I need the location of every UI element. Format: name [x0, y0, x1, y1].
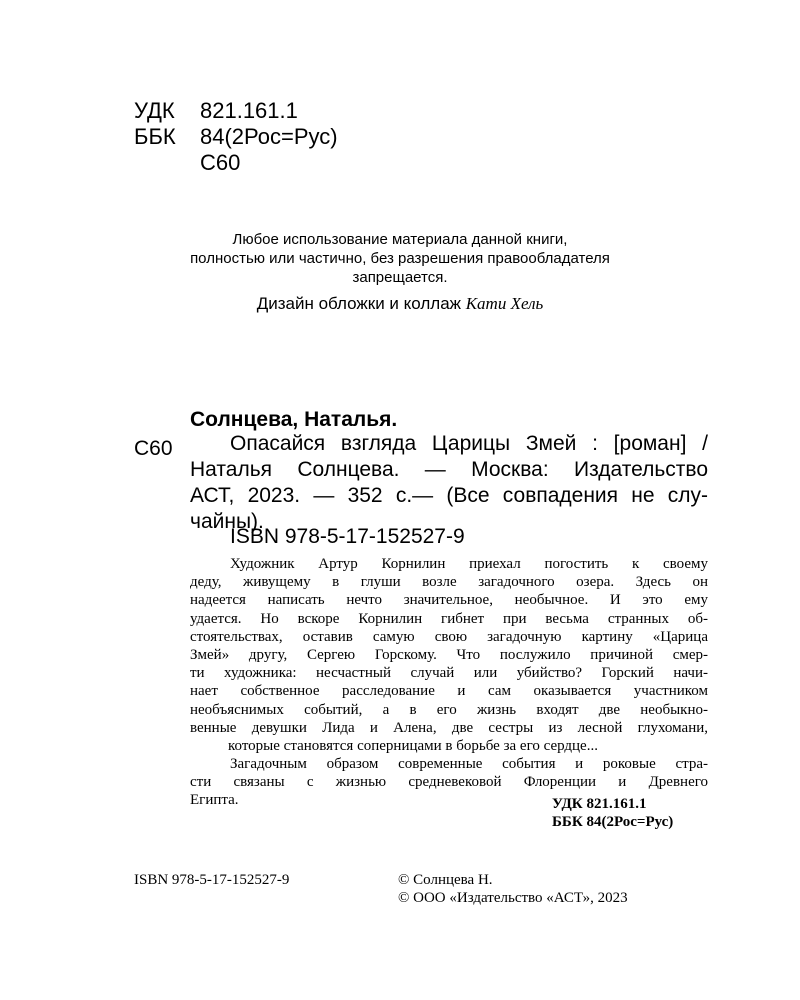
udk-label: УДК: [134, 98, 175, 123]
record-line: чайны).: [190, 510, 264, 533]
footer-isbn: ISBN 978-5-17-152527-9: [134, 872, 290, 888]
bottom-bbk: ББК 84(2Рос=Рус): [552, 814, 674, 830]
annotation-line: необъяснимых событий, а в его жизнь входят две необыкно-: [190, 701, 708, 718]
annotation-line: венные девушки Лида и Алена, две сестры из лесной глухомани,: [190, 719, 708, 736]
bottom-udk: УДК 821.161.1: [552, 796, 647, 812]
bbk-value: 84(2Рос=Рус): [200, 124, 338, 149]
annotation-line: надеется написать нечто значительное, необычное. И это ему: [190, 592, 708, 609]
record-line: Опасайся взгляда Царицы Змей : [роман] /: [230, 432, 708, 455]
cover-design-credit: [150, 294, 650, 314]
record-line: Наталья Солнцева. — Москва: Издательство: [190, 458, 708, 481]
notice-line: Любое использование материала данной книги,: [232, 231, 568, 248]
copyright-notice: [150, 230, 650, 287]
annotation-line: Змей» другу, Сергею Горскому. Что послужило причиной смер-: [190, 646, 708, 663]
annotation-line: Художник Артур Корнилин приехал погостить к своему: [230, 556, 708, 572]
annotation-line: нает собственное расследование и сам оказывается участником: [190, 683, 708, 700]
copyright-author: © Солнцева Н.: [398, 872, 493, 888]
bbk-label: ББК: [134, 124, 176, 149]
annotation-line: Загадочным образом современные события и роковые стра-: [230, 756, 708, 773]
record-author: Солнцева, Наталья.: [190, 408, 398, 431]
annotation-line: удается. Но вскоре Корнилин гибнет при весьма странных об-: [190, 610, 708, 627]
notice-line: полностью или частично, без разрешения правообладателя: [190, 250, 610, 267]
udk-value: 821.161.1: [200, 98, 298, 123]
notice-line: запрещается.: [352, 269, 448, 286]
record-code: С60: [134, 437, 173, 460]
copyright-publisher: © ООО «Издательство «АСТ», 2023: [398, 890, 628, 906]
record-description: [190, 431, 708, 535]
record-line: АСТ, 2023. — 352 с.— (Все совпадения не слу-: [190, 484, 708, 507]
annotation-line: сти связаны с жизнью средневековой Флоренции и Древнего: [190, 774, 708, 791]
design-prefix: Дизайн обложки и коллаж: [256, 294, 462, 313]
annotation-line: Египта.: [190, 792, 239, 809]
author-sign: С60: [200, 150, 241, 175]
annotation-line: стоятельствах, оставив самую свою загадочную картину «Царица: [190, 628, 708, 645]
design-artist: Кати Хель: [465, 294, 544, 313]
record-isbn: ISBN 978-5-17-152527-9: [230, 525, 465, 548]
annotation-line: деду, живущему в глуши возле загадочного озера. Здесь он: [190, 574, 708, 591]
annotation-line: ти художника: несчастный случай или убийство? Горский начи-: [190, 665, 708, 682]
annotation-line: которые становятся соперницами в борьбе за его сердце...: [228, 737, 598, 754]
annotation: [190, 555, 708, 810]
